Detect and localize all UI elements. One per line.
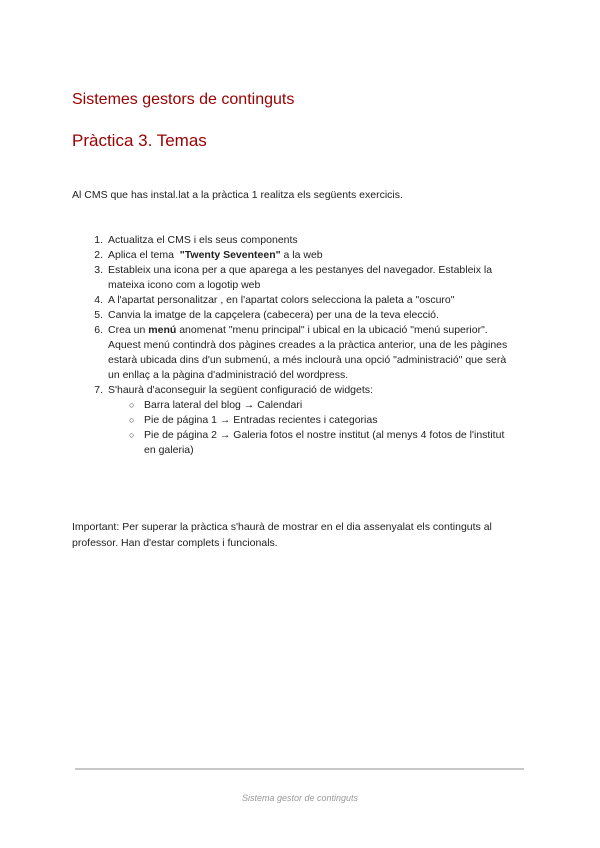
- footer-text: Sistema gestor de continguts: [241, 793, 359, 803]
- list-item-number: 6.: [94, 324, 103, 336]
- list-item-number: 7.: [94, 384, 103, 396]
- list-item-text-after: a la web: [280, 249, 323, 261]
- document-title: Sistemes gestors de continguts: [72, 91, 295, 108]
- list-item-text-before: Crea un: [108, 324, 149, 336]
- list-item-number: 4.: [94, 294, 103, 306]
- widget-item: [108, 428, 512, 458]
- list-item: [72, 383, 512, 458]
- list-item-text: Actualitza el CMS i els seus components: [108, 234, 298, 246]
- list-item-number: 3.: [94, 264, 103, 276]
- list-item: [72, 263, 512, 293]
- list-item-text: [108, 324, 507, 381]
- widget-item-text: Barra lateral del blog → Calendari: [144, 399, 303, 411]
- list-item-text: Canvia la imatge de la capçelera (cabecera) per una de la teva elecció.: [108, 309, 439, 321]
- circle-bullet-icon: ○: [129, 415, 135, 425]
- list-item-number: 1.: [94, 234, 103, 246]
- theme-name: "Twenty Seventeen": [179, 249, 281, 261]
- list-item-text-before: Aplica el tema: [108, 249, 180, 261]
- list-item-text: [108, 249, 323, 261]
- document-subtitle: Pràctica 3. Temas: [72, 131, 207, 150]
- widget-list: [108, 398, 512, 458]
- intro-paragraph: Al CMS que has instal.lat a la pràctica 1 realitza els següents exercicis.: [72, 189, 403, 201]
- list-item-text: S'haurà d'aconseguir la següent configuració de widgets:: [108, 384, 373, 396]
- list-item: [72, 233, 512, 248]
- list-item-text-after: anomenat "menu principal" i ubical en la ubicació "menú superior". Aquest menú contindrà dos pàgines creades a la pràctica anterior, una de les pàgines estarà ubicada dins d'un submenú, a més inclourà una opció "administració" que serà un enllaç a la pàgina d'administració del wordpress.: [108, 324, 508, 381]
- menu-keyword: menú: [148, 324, 177, 336]
- widget-item-text: Pie de página 1 → Entradas recientes i categorias: [144, 414, 378, 426]
- widget-item: [108, 398, 512, 413]
- list-item: [72, 308, 512, 323]
- important-note: Important: Per superar la pràctica s'haurà de mostrar en el dia assenyalat els continguts al professor. Han d'estar complets i funcionals.: [72, 521, 492, 549]
- list-item-number: 2.: [94, 249, 103, 261]
- list-item-text: Estableix una icona per a que aparega a les pestanyes del navegador. Estableix la mateixa icono com a logotip web: [108, 264, 493, 291]
- list-item-text: A l'apartat personalitzar , en l'apartat colors selecciona la paleta a "oscuro": [108, 294, 455, 306]
- list-item: [72, 323, 512, 383]
- circle-bullet-icon: ○: [129, 430, 135, 440]
- list-item: [72, 293, 512, 308]
- task-list: [72, 233, 512, 458]
- widget-item: [108, 413, 512, 428]
- widget-item-text: Pie de página 2 → Galeria fotos el nostre institut (al menys 4 fotos de l'institut en galeria): [144, 429, 505, 456]
- list-item-number: 5.: [94, 309, 103, 321]
- footer-divider: [75, 768, 524, 770]
- circle-bullet-icon: ○: [129, 400, 135, 410]
- list-item: [72, 248, 512, 263]
